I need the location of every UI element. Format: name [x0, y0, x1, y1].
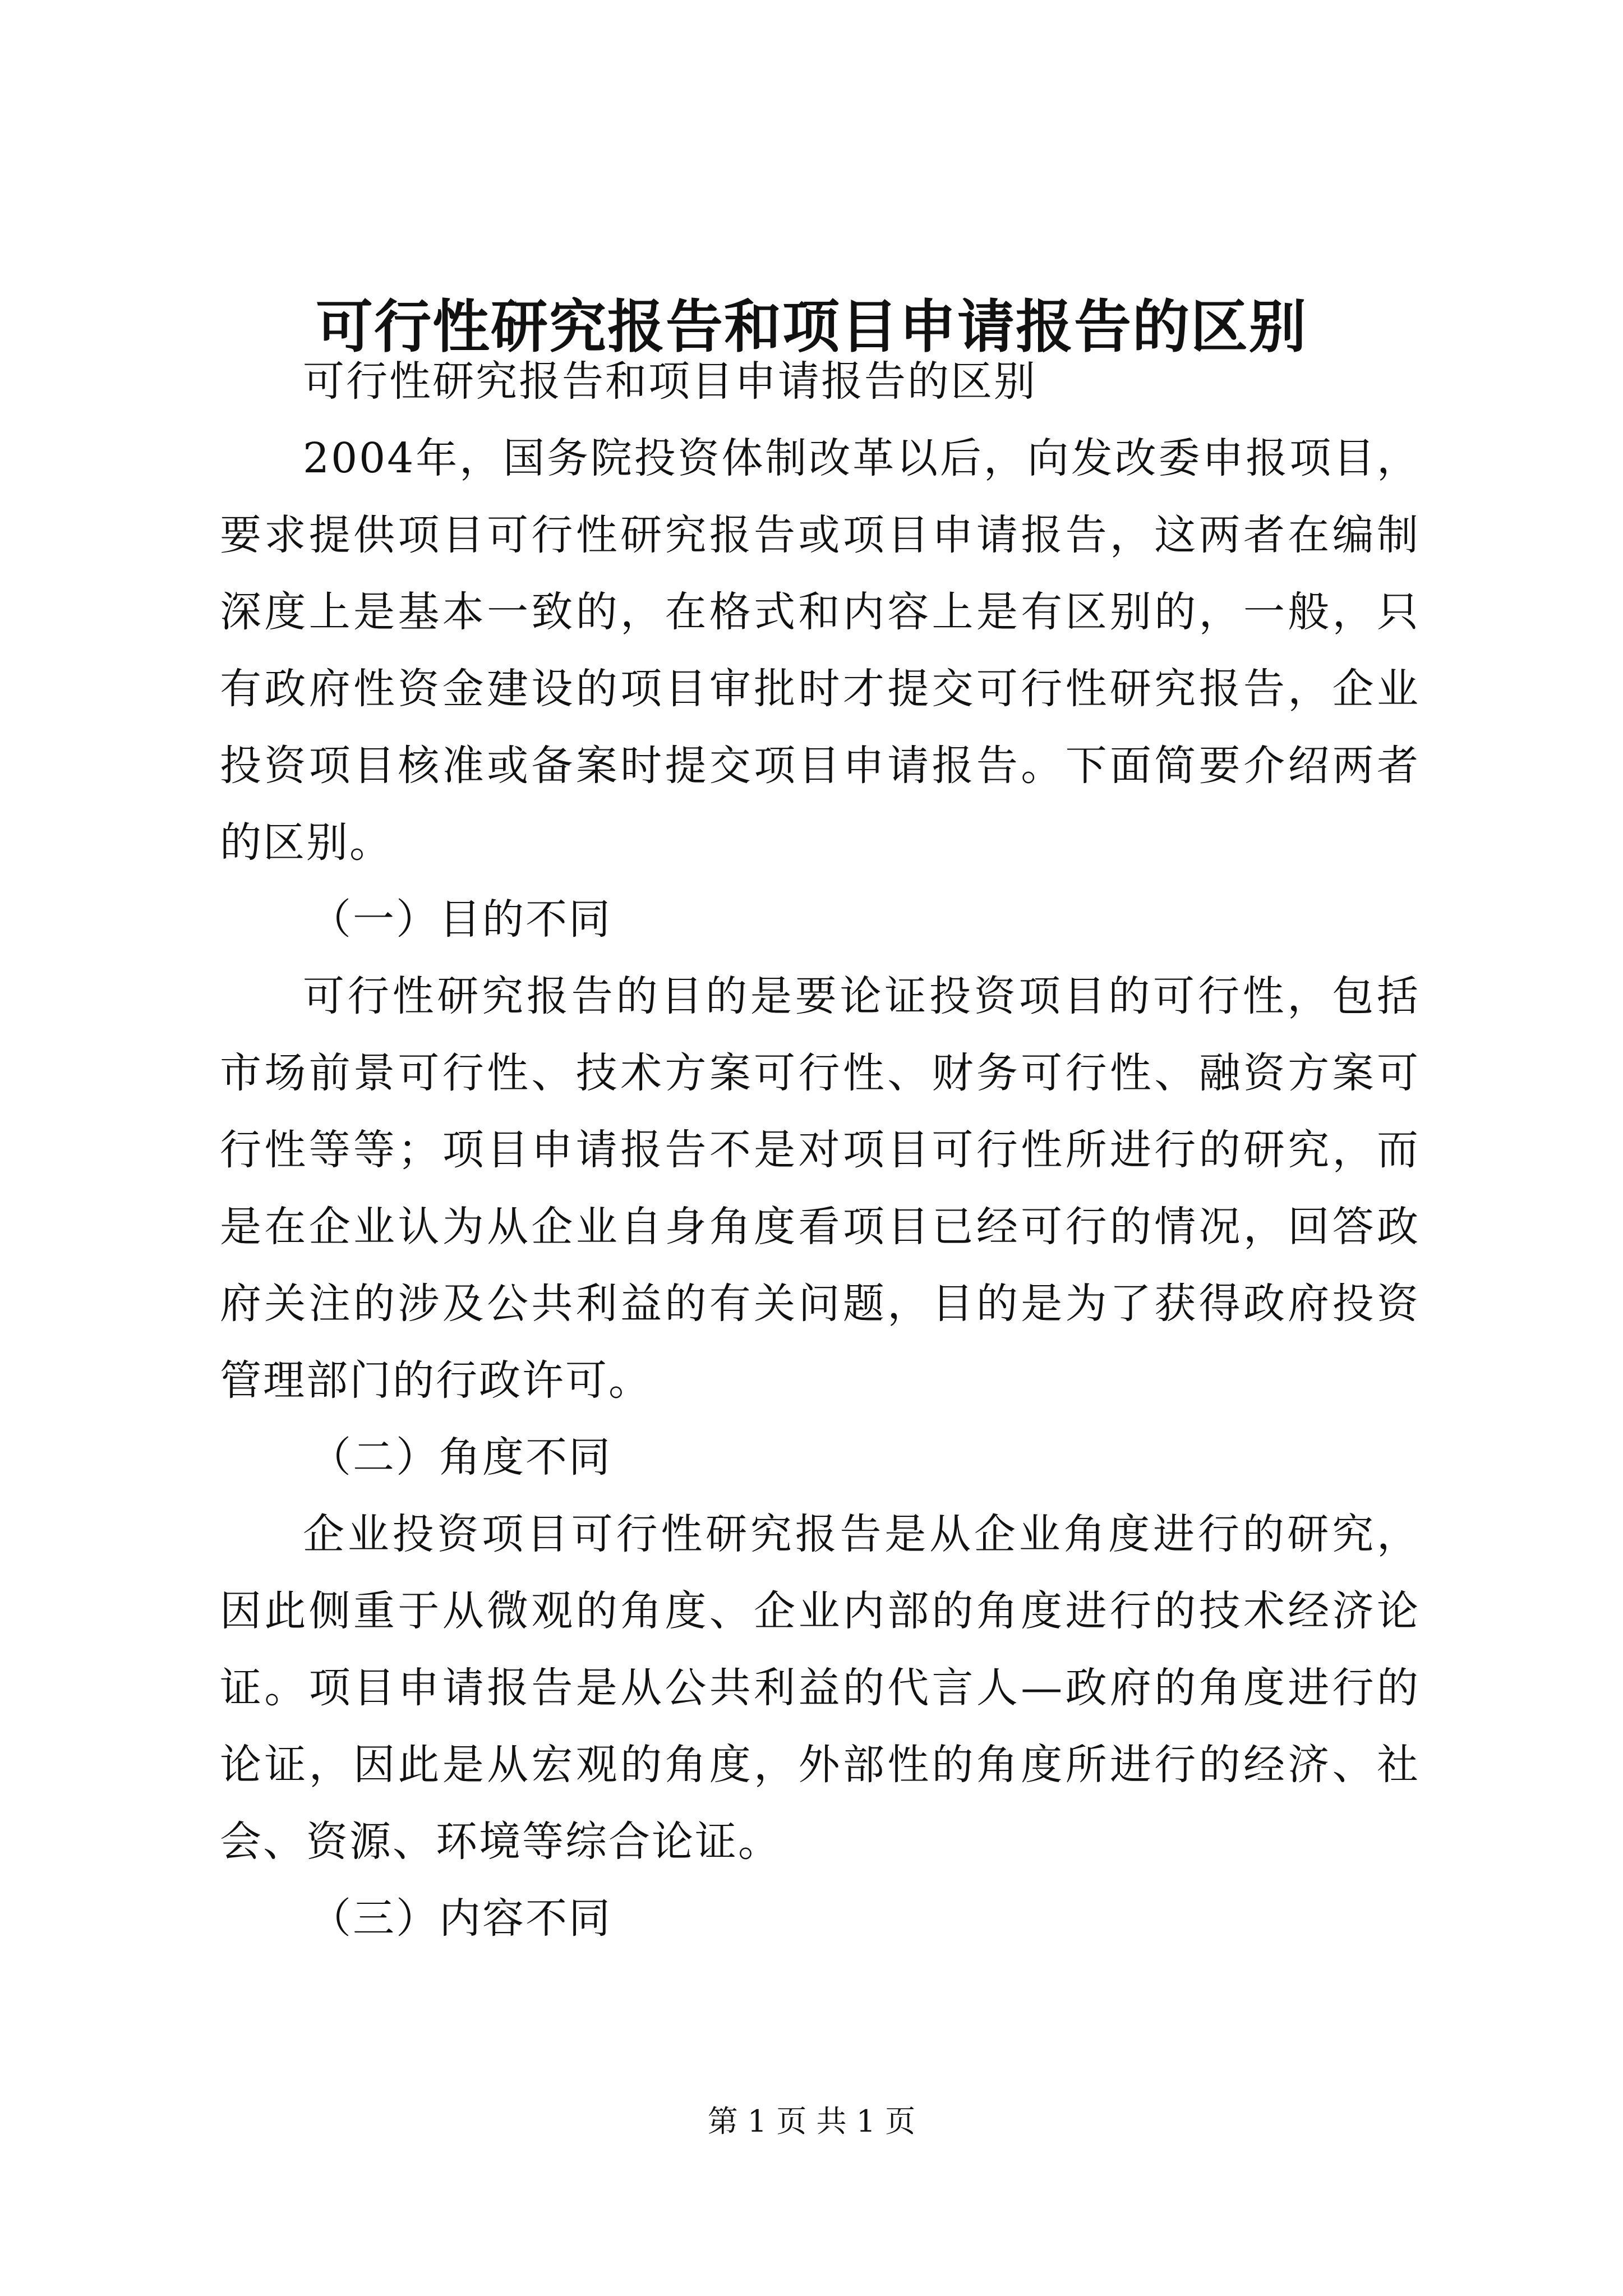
intro-paragraph: 2004年，国务院投资体制改革以后，向发改委申报项目，要求提供项目可行性研究报告或项目申请报告，这两者在编制深度上是基本一致的，在格式和内容上是有区别的，一般，只有政府性资金建设的项目审批时才提交可行性研究报告，企业投资项目核准或备案时提交项目申请报告。下面简要介绍两者的区别。: [220, 434, 1420, 867]
document-title: 可行性研究报告和项目申请报告的区别: [316, 293, 1307, 361]
section-heading-content: （三）内容不同: [310, 1894, 612, 1943]
page-footer: 第 1 页 共 1 页: [707, 2104, 916, 2139]
subtitle-paragraph: 可行性研究报告和项目申请报告的区别: [303, 357, 1037, 406]
document-body: [220, 343, 1420, 1957]
purpose-paragraph: 可行性研究报告的目的是要论证投资项目的可行性，包括市场前景可行性、技术方案可行性、财务可行性、融资方案可行性等等；项目申请报告不是对项目可行性所进行的研究，而是在企业认为从企业自身角度看项目已经可行的情况，回答政府关注的涉及公共利益的有关问题，目的是为了获得政府投资管理部门的行政许可。: [220, 972, 1420, 1405]
section-heading-perspective: （二）角度不同: [310, 1433, 612, 1481]
perspective-paragraph: 企业投资项目可行性研究报告是从企业角度进行的研究，因此侧重于从微观的角度、企业内部的角度进行的技术经济论证。项目申请报告是从公共利益的代言人—政府的角度进行的论证，因此是从宏观的角度，外部性的角度所进行的经济、社会、资源、环境等综合论证。: [220, 1510, 1420, 1866]
section-heading-purpose: （一）目的不同: [310, 895, 612, 944]
